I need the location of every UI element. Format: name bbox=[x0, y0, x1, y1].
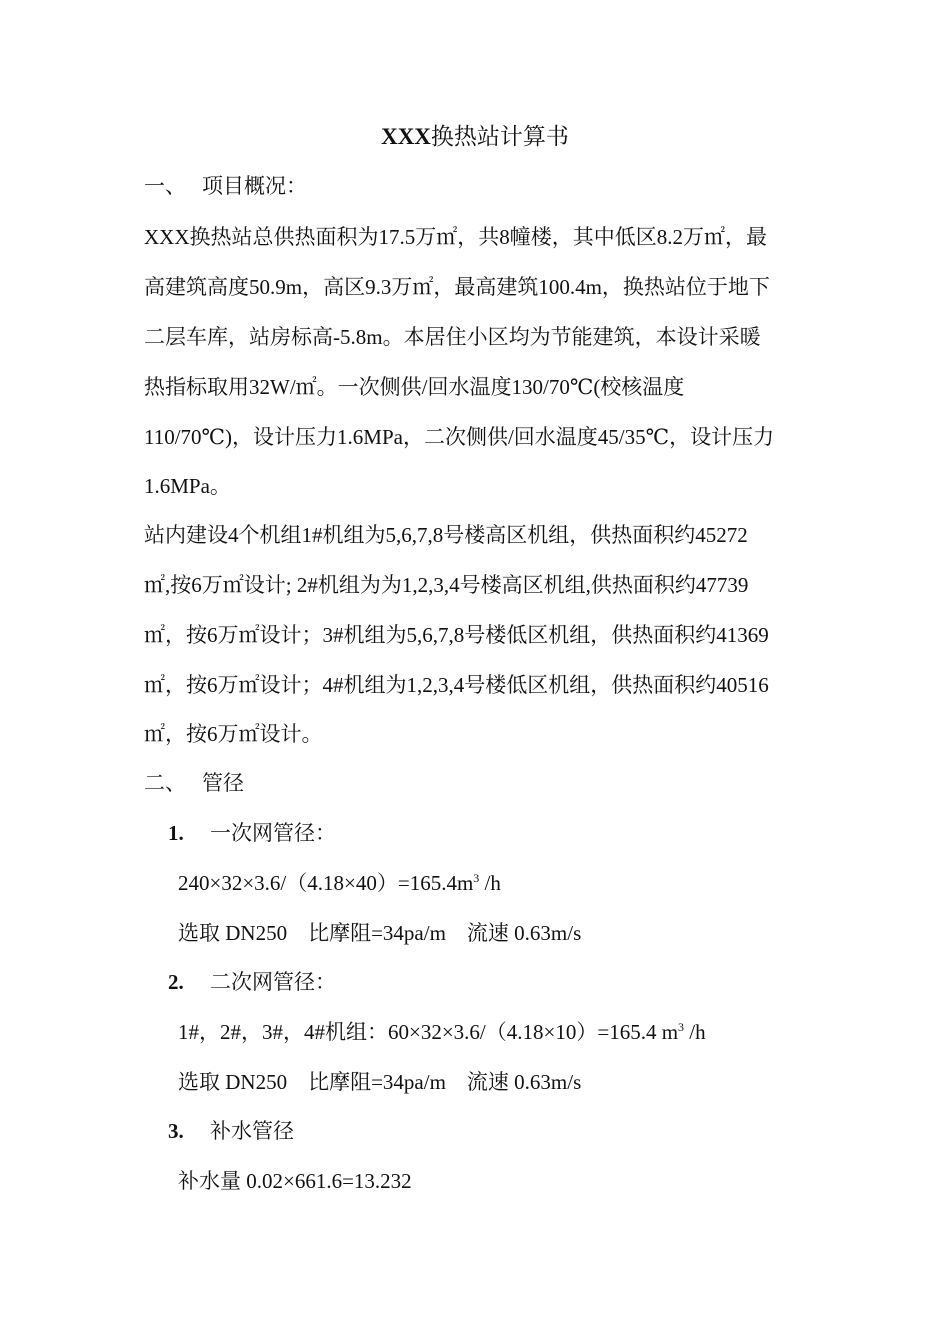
item-heading-primary bbox=[168, 818, 838, 848]
formula-line: 补水量 0.02×661.6=13.232 bbox=[178, 1169, 412, 1193]
paragraph-line: 站内建设4个机组1#机组为5,6,7,8号楼高区机组，供热面积约45272 bbox=[144, 523, 748, 547]
paragraph-line: 110/70℃)，设计压力1.6MPa，二次侧供/回水温度45/35℃，设计压力 bbox=[144, 425, 775, 449]
paragraph-line: 热指标取用32W/㎡。一次侧供/回水温度130/70℃(校核温度 bbox=[144, 375, 685, 399]
title-prefix: XXX bbox=[381, 124, 431, 149]
formula-line bbox=[178, 868, 848, 898]
formula-text: 240×32×3.6/（4.18×40）=165.4m bbox=[178, 871, 474, 895]
item-heading-secondary bbox=[168, 967, 838, 997]
formula-line bbox=[178, 1017, 848, 1047]
section-title: 项目概况： bbox=[202, 174, 307, 198]
paragraph-line: XXX换热站总供热面积为17.5万㎡，共8幢楼，其中低区8.2万㎡，最 bbox=[144, 225, 767, 249]
paragraph-line: ㎡,按6万㎡设计; 2#机组为为1,2,3,4号楼高区机组,供热面积约47739 bbox=[144, 573, 749, 597]
formula-unit: /h bbox=[479, 871, 501, 895]
selection-line: 选取 DN250 比摩阻=34pa/m 流速 0.63m/s bbox=[178, 1070, 582, 1094]
title-rest: 换热站计算书 bbox=[430, 124, 569, 149]
paragraph-line: ㎡，按6万㎡设计；4#机组为1,2,3,4号楼低区机组，供热面积约40516 bbox=[144, 673, 769, 697]
paragraph-line: ㎡，按6万㎡设计；3#机组为5,6,7,8号楼低区机组，供热面积约41369 bbox=[144, 623, 769, 647]
selection-line: 选取 DN250 比摩阻=34pa/m 流速 0.63m/s bbox=[178, 921, 582, 945]
item-heading-makeup-water bbox=[168, 1116, 838, 1146]
section-title: 管径 bbox=[202, 771, 244, 795]
formula-superscript: 3 bbox=[678, 1020, 685, 1034]
item-number: 2. bbox=[168, 970, 184, 994]
paragraph-line: 1.6MPa。 bbox=[144, 474, 231, 498]
formula-unit: /h bbox=[684, 1020, 706, 1044]
section-marker: 二、 bbox=[144, 771, 186, 795]
item-title: 一次网管径： bbox=[210, 821, 336, 845]
formula-superscript: 3 bbox=[473, 871, 480, 885]
formula-text: 1#，2#，3#，4#机组：60×32×3.6/（4.18×10）=165.4 m bbox=[178, 1020, 679, 1044]
item-number: 3. bbox=[168, 1119, 184, 1143]
section-marker: 一、 bbox=[144, 174, 186, 198]
paragraph-line: ㎡，按6万㎡设计。 bbox=[144, 722, 323, 746]
item-title: 补水管径 bbox=[210, 1119, 294, 1143]
page-title bbox=[0, 118, 950, 151]
paragraph-line: 高建筑高度50.9m，高区9.3万㎡，最高建筑100.4m，换热站位于地下 bbox=[144, 275, 770, 299]
paragraph-line: 二层车库，站房标高-5.8m。本居住小区均为节能建筑，本设计采暖 bbox=[144, 325, 761, 349]
section-heading-pipe-diameter bbox=[144, 768, 814, 798]
item-number: 1. bbox=[168, 821, 184, 845]
section-heading-overview bbox=[144, 171, 814, 201]
item-title: 二次网管径： bbox=[210, 970, 336, 994]
